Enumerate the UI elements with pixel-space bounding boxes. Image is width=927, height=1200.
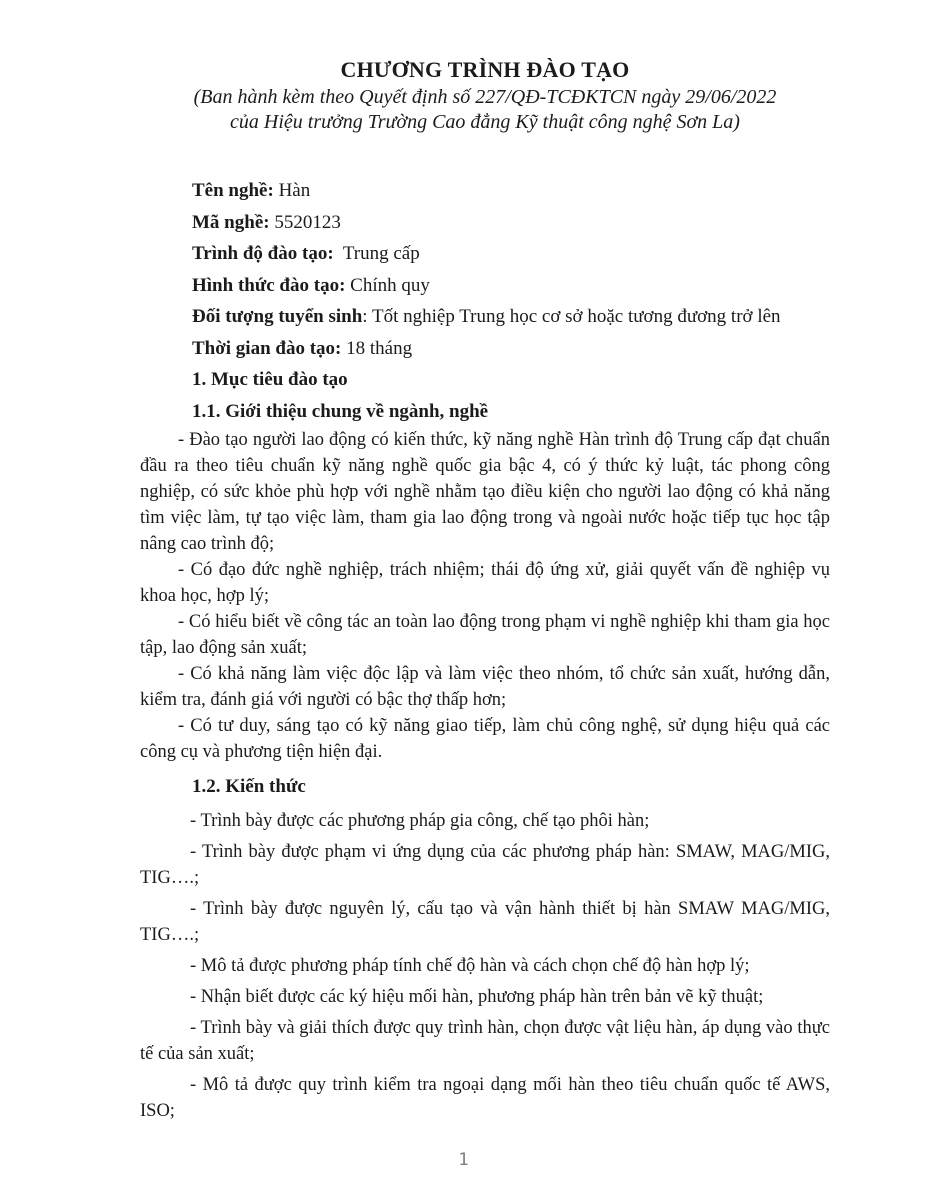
info-value: 18 tháng [341, 337, 413, 359]
info-label: Đối tượng tuyển sinh [192, 306, 363, 327]
info-line-hinh-thuc [140, 270, 830, 302]
section-1-1-paragraph: - Có đạo đức nghề nghiệp, trách nhiệm; thái độ ứng xử, giải quyết vấn đề nghiệp vụ khoa học, hợp lý; [140, 560, 830, 606]
section-1-2-heading: 1.2. Kiến thức [192, 776, 306, 797]
section-1-heading: 1. Mục tiêu đào tạo [192, 369, 348, 390]
info-line-ma-nghe [140, 207, 830, 239]
info-value: : Tốt nghiệp Trung học cơ sở hoặc tương đương trở lên [362, 306, 781, 327]
section-1-1-heading: 1.1. Giới thiệu chung về ngành, nghề [192, 400, 489, 422]
section-1-1-paragraph: - Có khả năng làm việc độc lập và làm việc theo nhóm, tổ chức sản xuất, hướng dẫn, kiểm tra, đánh giá với người có bậc thợ thấp hơn; [140, 664, 830, 710]
section-1-1-paragraph: - Đào tạo người lao động có kiến thức, kỹ năng nghề Hàn trình độ Trung cấp đạt chuẩn đầu ra theo tiêu chuẩn kỹ năng nghề quốc gia bậc 4, có ý thức kỷ luật, tác phong công nghiệp, có sức khỏe phù hợp với nghề nhằm tạo điều kiện cho người lao động có khả năng tìm việc làm, tự tạo việc làm, tham gia lao động trong và ngoài nước hoặc tiếp tục học tập nâng cao trình độ; [140, 430, 830, 554]
info-value: Hàn [273, 180, 311, 201]
info-label: Hình thức đào tạo: [192, 274, 346, 296]
section-1-2-item: - Trình bày được nguyên lý, cấu tạo và vận hành thiết bị hàn SMAW MAG/MIG, TIG….; [140, 898, 830, 945]
document-subtitle [140, 85, 830, 135]
section-1-2-item: - Mô tả được phương pháp tính chế độ hàn và cách chọn chế độ hàn hợp lý; [190, 955, 750, 976]
section-1-1-paragraph: - Có hiểu biết về công tác an toàn lao động trong phạm vi nghề nghiệp khi tham gia học tập, lao động sản xuất; [140, 612, 830, 658]
info-value: Trung cấp [333, 243, 420, 264]
page-number: 1 [458, 1150, 469, 1170]
info-line-trinh-do [140, 238, 830, 270]
info-value: 5520123 [269, 211, 341, 233]
page-title: CHƯƠNG TRÌNH ĐÀO TẠO [340, 57, 630, 82]
info-line-doi-tuong [140, 301, 830, 333]
info-label: Trình độ đào tạo: [192, 243, 334, 264]
info-value: Chính quy [345, 274, 430, 296]
section-1-2-item: - Nhận biết được các ký hiệu mối hàn, phương pháp hàn trên bản vẽ kỹ thuật; [190, 986, 764, 1007]
section-1-2-item: - Trình bày được phạm vi ứng dụng của các phương pháp hàn: SMAW, MAG/MIG, TIG….; [140, 841, 830, 888]
subtitle-line-1: (Ban hành kèm theo Quyết định số 227/QĐ-TCĐKTCN ngày 29/06/2022 [193, 86, 777, 108]
info-line-thoi-gian [140, 333, 830, 365]
section-1-2-item: - Trình bày và giải thích được quy trình hàn, chọn được vật liệu hàn, áp dụng vào thực tế của sản xuất; [140, 1017, 830, 1064]
section-1-2-item: - Mô tả được quy trình kiểm tra ngoại dạng mối hàn theo tiêu chuẩn quốc tế AWS, ISO; [140, 1074, 830, 1121]
info-label: Tên nghề: [192, 180, 274, 201]
subtitle-line-2: của Hiệu trưởng Trường Cao đẳng Kỹ thuật công nghệ Sơn La) [230, 111, 740, 133]
info-line-ten-nghe [140, 175, 830, 207]
info-label: Thời gian đào tạo: [192, 337, 342, 359]
section-1-1-paragraph: - Có tư duy, sáng tạo có kỹ năng giao tiếp, làm chủ công nghệ, sử dụng hiệu quả các công cụ và phương tiện hiện đại. [140, 716, 830, 762]
info-label: Mã nghề: [192, 211, 270, 233]
section-1-2-item: - Trình bày được các phương pháp gia công, chế tạo phôi hàn; [190, 810, 650, 831]
